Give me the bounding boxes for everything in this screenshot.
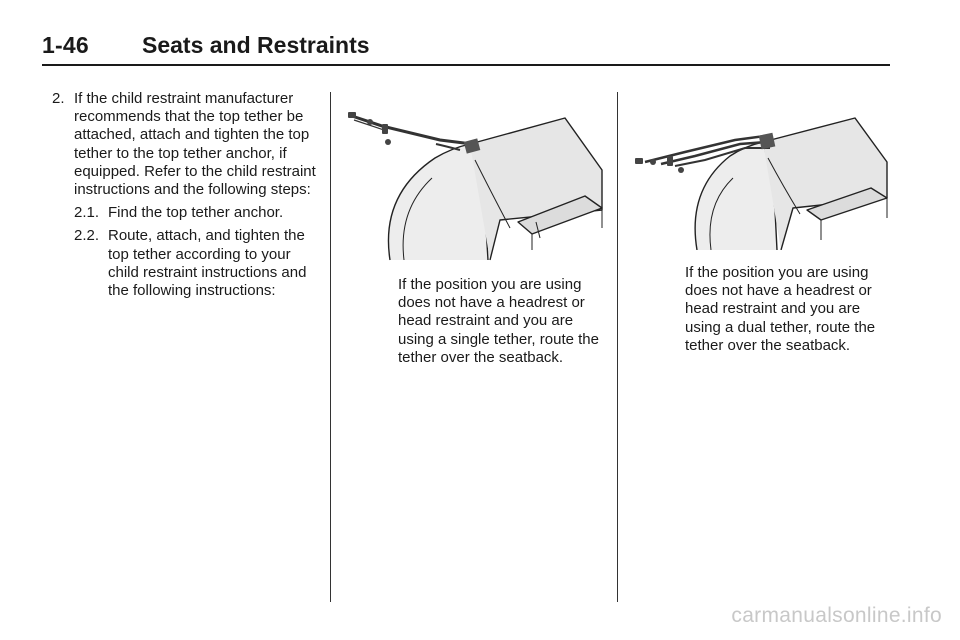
dual-tether-illustration [625,100,895,250]
step-2 [52,90,322,199]
section-title: Seats and Restraints [142,32,370,58]
step-number: 2. [52,90,65,107]
page-header [42,28,890,66]
figure-caption-dual-tether: If the position you are using does not have a headrest or head restraint and you are using a dual tether, route the tether over the seatback. [685,264,876,354]
page-number: 1-46 [42,32,89,58]
substep-number: 2.1. [74,204,100,222]
substep-2-1 [74,204,322,222]
substep-text: Find the top tether anchor. [108,204,284,222]
column-divider-2 [617,92,618,602]
instruction-column [52,90,322,300]
watermark: carmanualsonline.info [731,604,942,627]
substep-2-2 [74,227,322,300]
step-text: If the child restraint manufacturer recommends that the top tether be attached, attach and tighten the top tether to the top tether anchor, if equipped. Refer to the child restraint instructions and the following steps: [74,90,316,199]
figure-caption-single-tether: If the position you are using does not have a headrest or head restraint and you are using a single tether, route the tether over the seatback. [398,276,599,366]
substep-text: Route, attach, and tighten the top tether according to your child restraint instructions and the following instructions: [108,227,307,300]
substep-number: 2.2. [74,227,100,245]
column-divider-1 [330,92,331,602]
single-tether-illustration [340,100,610,265]
